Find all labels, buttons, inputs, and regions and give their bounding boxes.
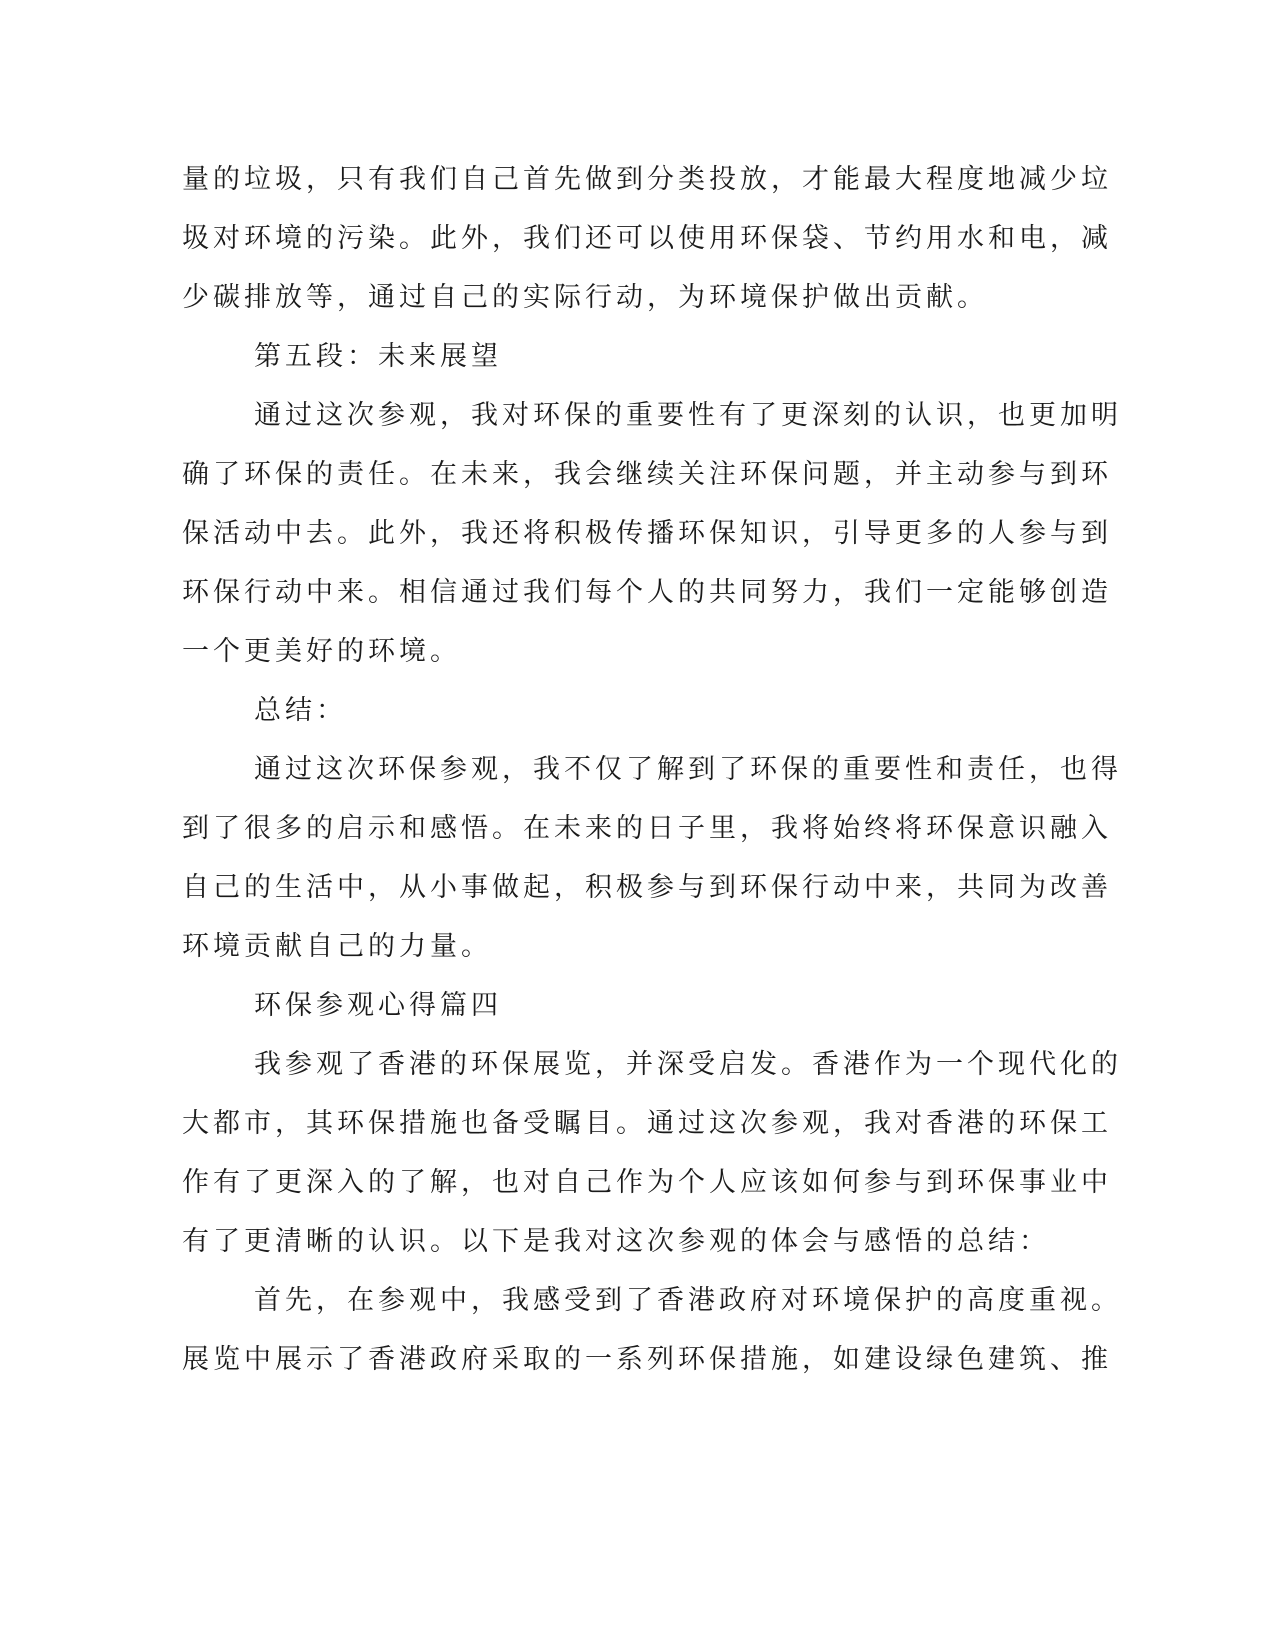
section-heading: 总结： (254, 695, 347, 726)
section-heading: 第五段：未来展望 (254, 341, 502, 372)
paragraph-line: 量的垃圾，只有我们自己首先做到分类投放，才能最大程度地减少垃 (182, 164, 1112, 195)
paragraph-line: 通过这次参观，我对环保的重要性有了更深刻的认识，也更加明 (254, 400, 1122, 431)
paragraph-line: 展览中展示了香港政府采取的一系列环保措施，如建设绿色建筑、推 (182, 1344, 1112, 1375)
paragraph-line: 一个更美好的环境。 (182, 636, 461, 667)
paragraph-line: 首先，在参观中，我感受到了香港政府对环境保护的高度重视。 (254, 1285, 1122, 1316)
paragraph-line: 圾对环境的污染。此外，我们还可以使用环保袋、节约用水和电，减 (182, 223, 1112, 254)
paragraph-line: 自己的生活中，从小事做起，积极参与到环保行动中来，共同为改善 (182, 872, 1112, 903)
paragraph-line: 少碳排放等，通过自己的实际行动，为环境保护做出贡献。 (182, 282, 988, 313)
paragraph-line: 大都市，其环保措施也备受瞩目。通过这次参观，我对香港的环保工 (182, 1108, 1112, 1139)
paragraph-line: 环境贡献自己的力量。 (182, 931, 492, 962)
paragraph-line: 有了更清晰的认识。以下是我对这次参观的体会与感悟的总结： (182, 1226, 1050, 1257)
paragraph-line: 确了环保的责任。在未来，我会继续关注环保问题，并主动参与到环 (182, 459, 1112, 490)
paragraph-line: 通过这次环保参观，我不仅了解到了环保的重要性和责任，也得 (254, 754, 1122, 785)
paragraph-line: 我参观了香港的环保展览，并深受启发。香港作为一个现代化的 (254, 1049, 1122, 1080)
paragraph-line: 保活动中去。此外，我还将积极传播环保知识，引导更多的人参与到 (182, 518, 1112, 549)
section-heading: 环保参观心得篇四 (254, 990, 502, 1021)
paragraph-line: 作有了更深入的了解，也对自己作为个人应该如何参与到环保事业中 (182, 1167, 1112, 1198)
paragraph-line: 到了很多的启示和感悟。在未来的日子里，我将始终将环保意识融入 (182, 813, 1112, 844)
paragraph-line: 环保行动中来。相信通过我们每个人的共同努力，我们一定能够创造 (182, 577, 1112, 608)
